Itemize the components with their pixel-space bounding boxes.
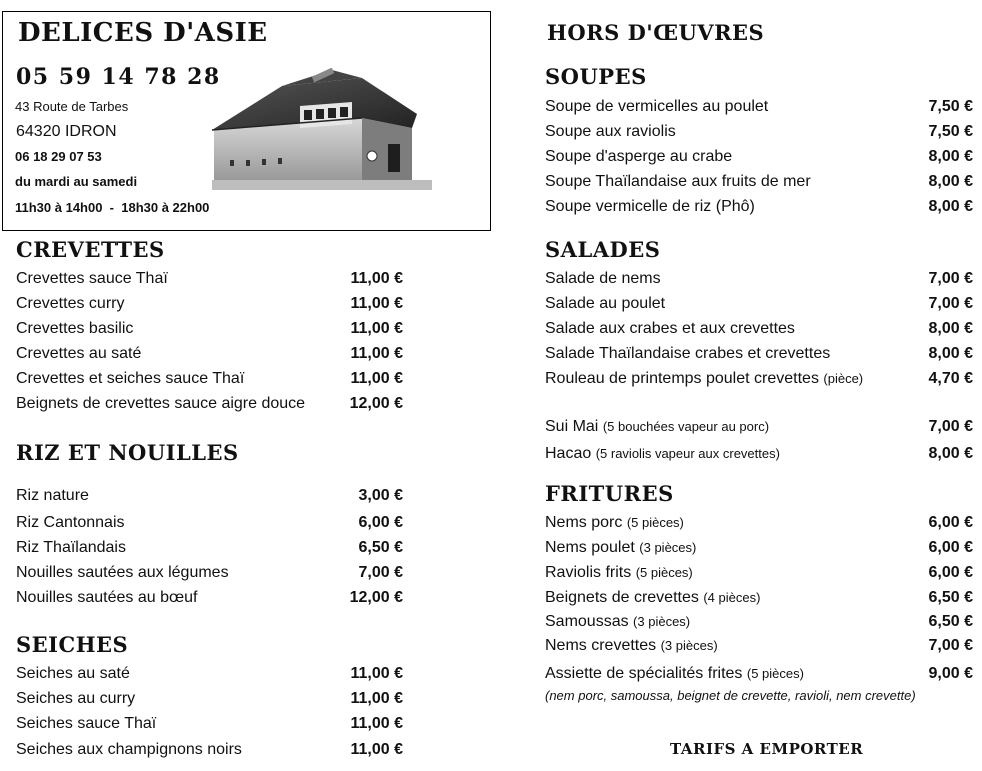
section-title-salades: SALADES: [545, 237, 661, 262]
phone-main: 05 59 14 78 28: [16, 64, 221, 90]
assiette-detail: (nem porc, samoussa, beignet de crevette, ravioli, nem crevette): [545, 688, 916, 703]
section-title-fritures: FRITURES: [545, 481, 674, 506]
section-title-soupes: SOUPES: [545, 64, 647, 89]
opening-hours: 11h30 à 14h00 - 18h30 à 22h00: [15, 200, 210, 215]
opening-days: du mardi au samedi: [15, 174, 138, 189]
section-title-riz-nouilles: RIZ ET NOUILLES: [16, 440, 239, 465]
footer-tarifs: TARIFS A EMPORTER: [670, 740, 864, 758]
section-title-crevettes: CREVETTES: [16, 237, 165, 262]
address-line1: 43 Route de Tarbes: [15, 99, 129, 114]
main-title-hors-doeuvres: HORS D'ŒUVRES: [547, 20, 765, 45]
restaurant-name: DELICES D'ASIE: [18, 18, 268, 48]
section-title-seiches: SEICHES: [16, 632, 129, 657]
restaurant-building-image: [212, 68, 432, 192]
address-line2: 64320 IDRON: [16, 123, 117, 140]
phone-mobile: 06 18 29 07 53: [15, 149, 102, 164]
